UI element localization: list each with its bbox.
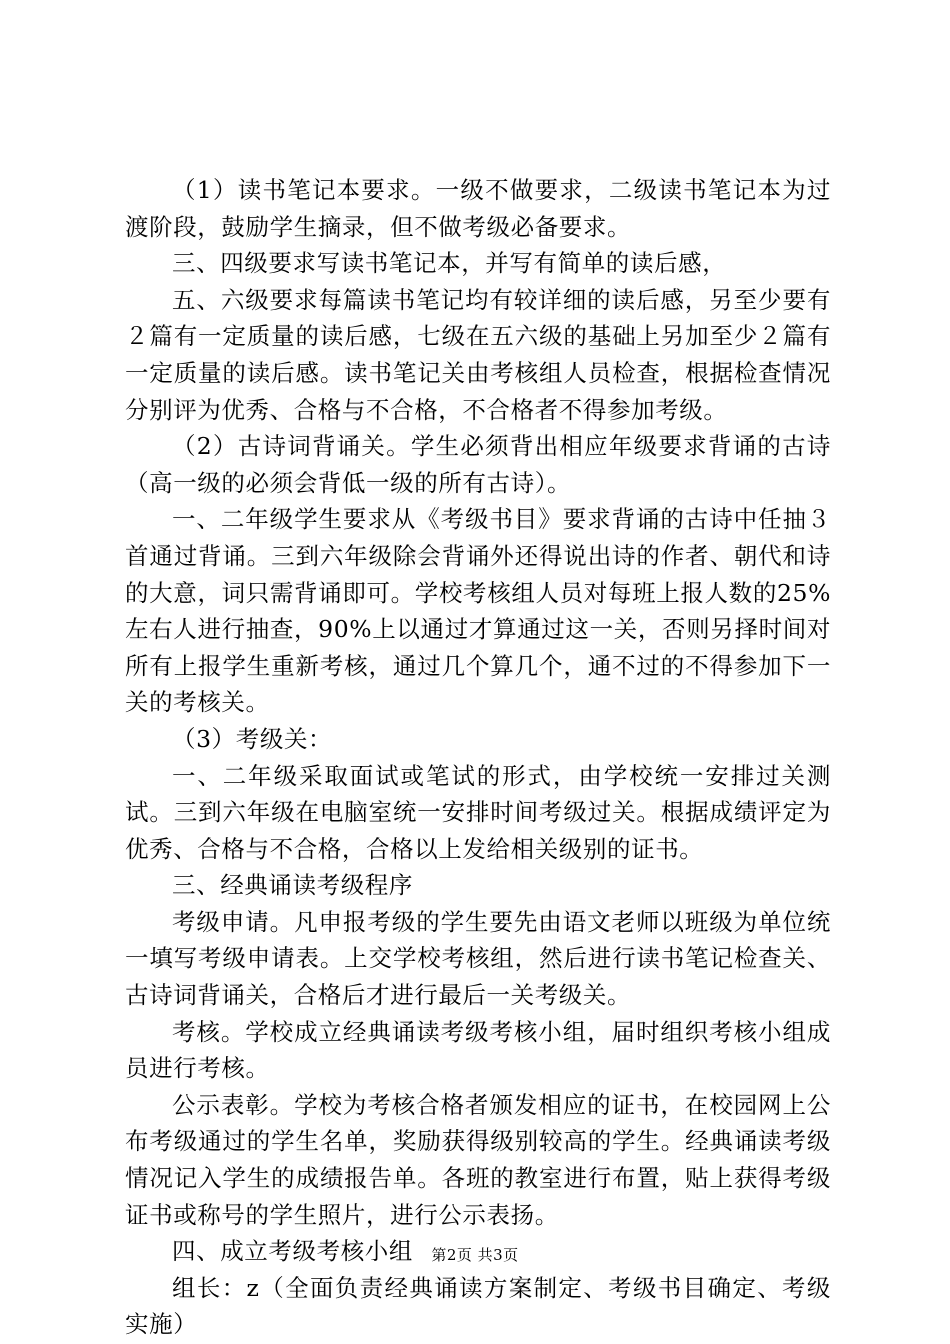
page-number-footer: 第2页 共3页 [431, 1246, 519, 1264]
paragraph-grade-3-4: 三、四级要求写读书笔记本，并写有简单的读后感， [172, 249, 727, 278]
paragraph-commendation: 公示表彰。学校为考核合格者颁发相应的证书，在校园网上公布考级通过的学生名单，奖励获得级别较高的学生。经典诵读考级情况记入学生的成绩报告单。各班的教室进行布置，贴上获得考级证书或称号的学生照片，进行公示表扬。 [125, 1090, 831, 1229]
paragraph-poetry-recitation: （2）古诗词背诵关。学生必须背出相应年级要求背诵的古诗（高一级的必须会背低一级的所有古诗）。 [125, 432, 831, 497]
paragraph-grade-5-6: 五、六级要求每篇读书笔记均有较详细的读后感，另至少要有２篇有一定质量的读后感，七级在五六级的基础上另加至少２篇有一定质量的读后感。读书笔记关由考核组人员检查，根据检查情况分别评为优秀、合格与不合格，不合格者不得参加考级。 [125, 285, 831, 424]
paragraph-assessment: 考核。学校成立经典诵读考级考核小组，届时组织考核小组成员进行考核。 [125, 1017, 831, 1083]
paragraph-notebook-requirement: （1）读书笔记本要求。一级不做要求，二级读书笔记本为过渡阶段，鼓励学生摘录，但不做考级必备要求。 [125, 176, 831, 241]
paragraph-team-leader: 组长：z（全面负责经典诵读方案制定、考级书目确定、考级实施） [125, 1273, 831, 1339]
section-heading-procedure: 三、经典诵读考级程序 [172, 871, 413, 900]
section-heading-committee: 四、成立考级考核小组 [172, 1237, 413, 1266]
document-body [125, 172, 831, 1343]
paragraph-application: 考级申请。凡申报考级的学生要先由语文老师以班级为单位统一填写考级申请表。上交学校考核组，然后进行读书笔记检查关、古诗词背诵关，合格后才进行最后一关考级关。 [125, 907, 831, 1010]
paragraph-grade-1-2-recitation: 一、二年级学生要求从《考级书目》要求背诵的古诗中任抽３首通过背诵。三到六年级除会背诵外还得说出诗的作者、朝代和诗的大意，词只需背诵即可。学校考核组人员对每班上报人数的25%左右人进行抽查，90%上以通过才算通过这一关，否则另择时间对所有上报学生重新考核，通过几个算几个，通不过的不得参加下一关的考核关。 [125, 505, 831, 717]
paragraph-exam-level: （3）考级关： [172, 724, 333, 753]
paragraph-exam-format: 一、二年级采取面试或笔试的形式，由学校统一安排过关测试。三到六年级在电脑室统一安排时间考级过关。根据成绩评定为优秀、合格与不合格，合格以上发给相关级别的证书。 [125, 761, 831, 863]
